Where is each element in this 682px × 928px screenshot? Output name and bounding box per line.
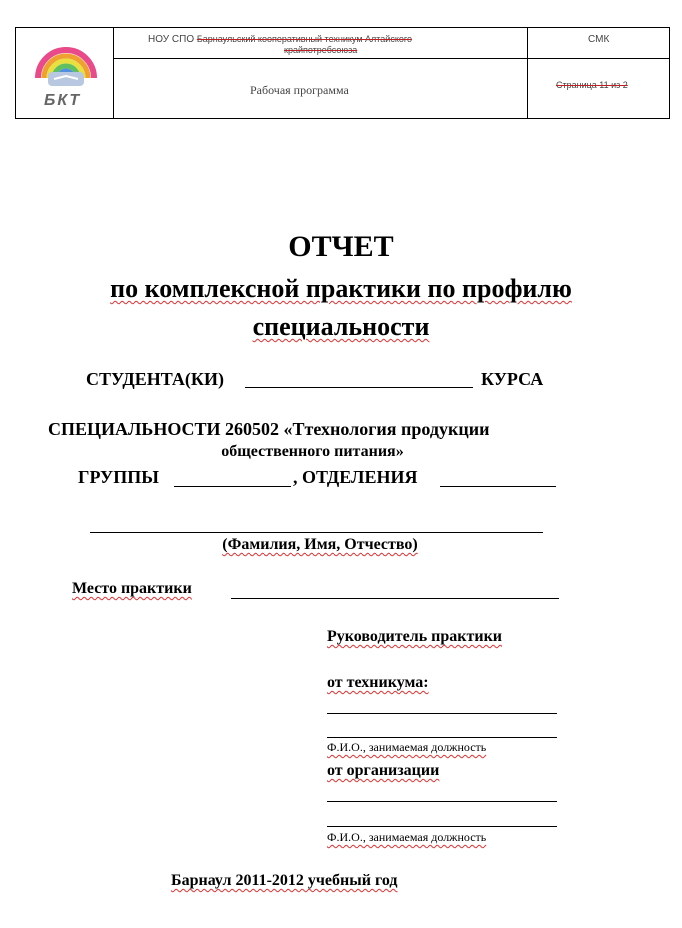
organization-supervisor-field-2[interactable] [327, 826, 557, 827]
student-name-field[interactable] [245, 387, 473, 388]
city-year [171, 872, 397, 890]
technicum-supervisor-field-2[interactable] [327, 737, 557, 738]
org-name: Барнаульский кооперативный техникум Алтайского [196, 34, 412, 44]
fio-field[interactable] [90, 532, 543, 533]
place-field[interactable] [231, 598, 559, 599]
course-label: КУРСА [481, 369, 544, 389]
group-label: ГРУППЫ [78, 467, 159, 487]
group-field[interactable] [174, 486, 291, 487]
doc-code: СМК [588, 34, 610, 45]
logo [30, 32, 102, 116]
org-line-1 [148, 34, 412, 45]
header-divider [113, 28, 114, 118]
supervisor-heading [327, 628, 502, 646]
specialty-line-1: СПЕЦИАЛЬНОСТИ 260502 «Ттехнология продукции [48, 419, 490, 439]
fio-position-caption-2 [327, 830, 486, 845]
rainbow-logo-icon [30, 32, 102, 92]
fio-position-text-1: Ф.И.О., занимаемая должность [327, 740, 487, 754]
header-divider [527, 28, 528, 118]
student-label: СТУДЕНТА(КИ) [86, 369, 224, 389]
place-label-text: Место практики [72, 580, 192, 597]
header-divider [113, 58, 669, 59]
specialty-line-2: общественного питания» [221, 443, 404, 460]
report-title: ОТЧЕТ [288, 230, 394, 263]
report-subtitle [0, 274, 682, 304]
from-organization-text: от организации [327, 762, 440, 779]
city-year-text: Барнаул 2011-2012 учебный год [171, 872, 398, 889]
fio-position-caption-1 [327, 740, 486, 755]
fio-caption-text: (Фамилия, Имя, Отчество) [222, 536, 418, 553]
subtitle-text: по комплексной практики по профилю [110, 274, 572, 303]
from-technicum-label [327, 674, 429, 692]
org-name-line-2: крайпотребсоюза [284, 45, 358, 55]
technicum-supervisor-field-1[interactable] [327, 713, 557, 714]
fio-position-text-2: Ф.И.О., занимаемая должность [327, 830, 487, 844]
from-technicum-text: от техникума: [327, 674, 429, 691]
subtitle-text-2: специальности [252, 312, 430, 341]
report-subtitle-2 [0, 312, 682, 342]
department-field[interactable] [440, 486, 556, 487]
organization-supervisor-field-1[interactable] [327, 801, 557, 802]
page-info: Страница 11 из 2 [556, 80, 628, 90]
org-prefix: НОУ СПО [148, 34, 195, 45]
header-table [15, 27, 670, 119]
department-label: , ОТДЕЛЕНИЯ [293, 467, 418, 487]
fio-caption [0, 536, 640, 554]
supervisor-heading-text: Руководитель практики [327, 628, 503, 645]
logo-text: БКТ [44, 92, 82, 109]
doc-type: Рабочая программа [250, 83, 349, 97]
place-label [72, 580, 192, 598]
from-organization-label [327, 762, 439, 780]
